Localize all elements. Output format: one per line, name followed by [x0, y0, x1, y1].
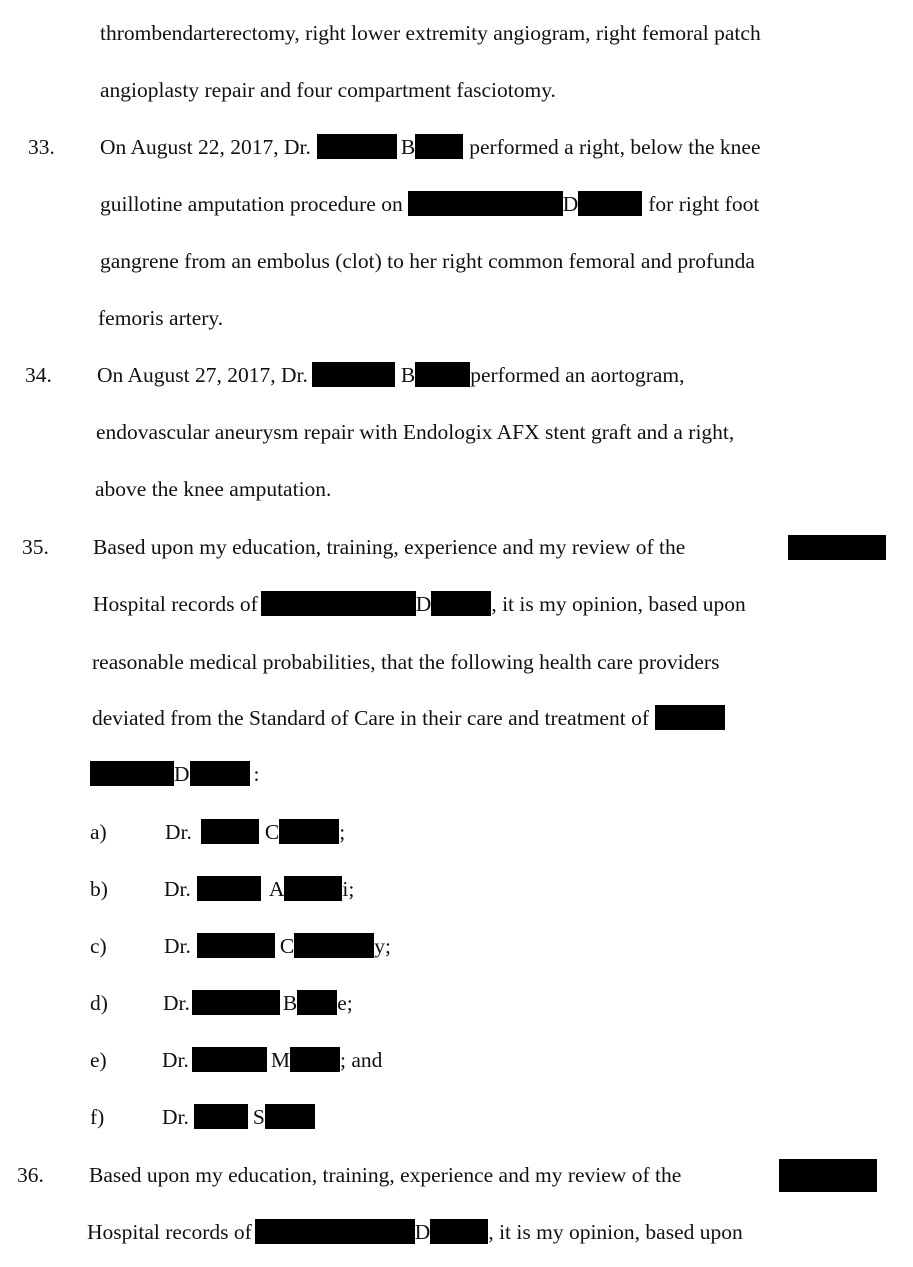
- paragraph-number: 36.: [17, 1163, 44, 1187]
- redaction-block: [431, 591, 491, 616]
- body-line: [92, 704, 725, 732]
- text-segment: Dr.: [165, 820, 192, 844]
- text-segment: Dr.: [163, 991, 190, 1015]
- text-segment: C: [279, 934, 295, 958]
- body-line: [97, 361, 685, 389]
- text-segment: i;: [342, 877, 355, 901]
- list-item: [162, 1046, 382, 1074]
- body-line: [93, 590, 746, 618]
- redaction-block: [197, 933, 275, 958]
- paragraph-number: 33.: [28, 135, 55, 159]
- redaction-block: [788, 535, 886, 560]
- body-line: [100, 133, 761, 161]
- redaction-block: [197, 876, 261, 901]
- paragraph-number: 35.: [22, 535, 49, 559]
- list-item: [164, 875, 354, 903]
- text-segment: B: [282, 991, 298, 1015]
- text-segment: C: [264, 820, 280, 844]
- text-segment: D: [414, 1220, 431, 1244]
- redaction-block: [284, 876, 342, 901]
- list-item-letter: a): [90, 820, 107, 844]
- text-segment: deviated from the Standard of Care in their care and treatment of: [92, 706, 649, 730]
- redaction-block: [265, 1104, 315, 1129]
- redaction-block: [90, 761, 174, 786]
- body-line: gangrene from an embolus (clot) to her right common femoral and profunda: [100, 249, 755, 273]
- text-segment: D: [415, 592, 432, 616]
- text-segment: for right foot: [648, 192, 760, 216]
- body-line: thrombendarterectomy, right lower extremity angiogram, right femoral patch: [100, 21, 761, 45]
- redaction-block: [415, 134, 463, 159]
- redaction-block: [297, 990, 337, 1015]
- body-line: endovascular aneurysm repair with Endologix AFX stent graft and a right,: [96, 420, 735, 444]
- redaction-block: [317, 134, 397, 159]
- body-line: [87, 1218, 743, 1246]
- redaction-block: [194, 1104, 248, 1129]
- text-segment: A: [268, 877, 285, 901]
- text-segment: Dr.: [164, 877, 191, 901]
- text-segment: Dr.: [164, 934, 191, 958]
- body-line: above the knee amputation.: [95, 477, 332, 501]
- redaction-block: [290, 1047, 340, 1072]
- text-segment: Dr.: [162, 1105, 189, 1129]
- paragraph-number: 34.: [25, 363, 52, 387]
- text-segment: , it is my opinion, based upon: [488, 1220, 743, 1244]
- body-line: Based upon my education, training, experience and my review of the: [93, 535, 686, 559]
- redaction-block: [779, 1159, 877, 1192]
- list-item-letter: d): [90, 991, 108, 1015]
- text-segment: Hospital records of: [87, 1220, 252, 1244]
- list-item: [162, 1103, 315, 1131]
- text-segment: ; and: [340, 1048, 383, 1072]
- text-segment: B: [400, 363, 416, 387]
- redaction-block: [279, 819, 339, 844]
- text-segment: performed an aortogram,: [470, 363, 685, 387]
- redaction-block: [192, 1047, 267, 1072]
- redaction-block: [190, 761, 250, 786]
- text-segment: y;: [374, 934, 391, 958]
- text-segment: Dr.: [162, 1048, 189, 1072]
- text-segment: , it is my opinion, based upon: [491, 592, 746, 616]
- redaction-block: [192, 990, 280, 1015]
- text-segment: On August 22, 2017, Dr.: [100, 135, 311, 159]
- text-segment: S: [252, 1105, 265, 1129]
- body-line: angioplasty repair and four compartment fasciotomy.: [100, 78, 556, 102]
- redaction-block: [430, 1219, 488, 1244]
- text-segment: B: [400, 135, 416, 159]
- text-segment: On August 27, 2017, Dr.: [97, 363, 308, 387]
- list-item-letter: b): [90, 877, 108, 901]
- text-segment: ;: [339, 820, 346, 844]
- redaction-block: [578, 191, 642, 216]
- body-line: [90, 760, 260, 788]
- redaction-block: [261, 591, 416, 616]
- redaction-block: [655, 705, 725, 730]
- text-segment: performed a right, below the knee: [469, 135, 761, 159]
- body-line: femoris artery.: [98, 306, 224, 330]
- text-segment: Hospital records of: [93, 592, 258, 616]
- list-item: [164, 932, 391, 960]
- list-item-letter: e): [90, 1048, 107, 1072]
- list-item: [165, 818, 345, 846]
- list-item-letter: f): [90, 1105, 105, 1129]
- text-segment: guillotine amputation procedure on: [100, 192, 403, 216]
- redaction-block: [255, 1219, 415, 1244]
- body-line: Based upon my education, training, experience and my review of the: [89, 1163, 682, 1187]
- redaction-block: [294, 933, 374, 958]
- text-segment: D: [174, 762, 190, 786]
- redaction-block: [201, 819, 259, 844]
- redaction-block: [415, 362, 470, 387]
- redaction-block: [408, 191, 563, 216]
- body-line: reasonable medical probabilities, that the following health care providers: [92, 650, 720, 674]
- text-segment: e;: [337, 991, 353, 1015]
- body-line: [100, 190, 759, 218]
- list-item: [163, 989, 353, 1017]
- text-segment: :: [253, 762, 260, 786]
- text-segment: M: [270, 1048, 290, 1072]
- list-item-letter: c): [90, 934, 107, 958]
- text-segment: D: [562, 192, 579, 216]
- redaction-block: [312, 362, 395, 387]
